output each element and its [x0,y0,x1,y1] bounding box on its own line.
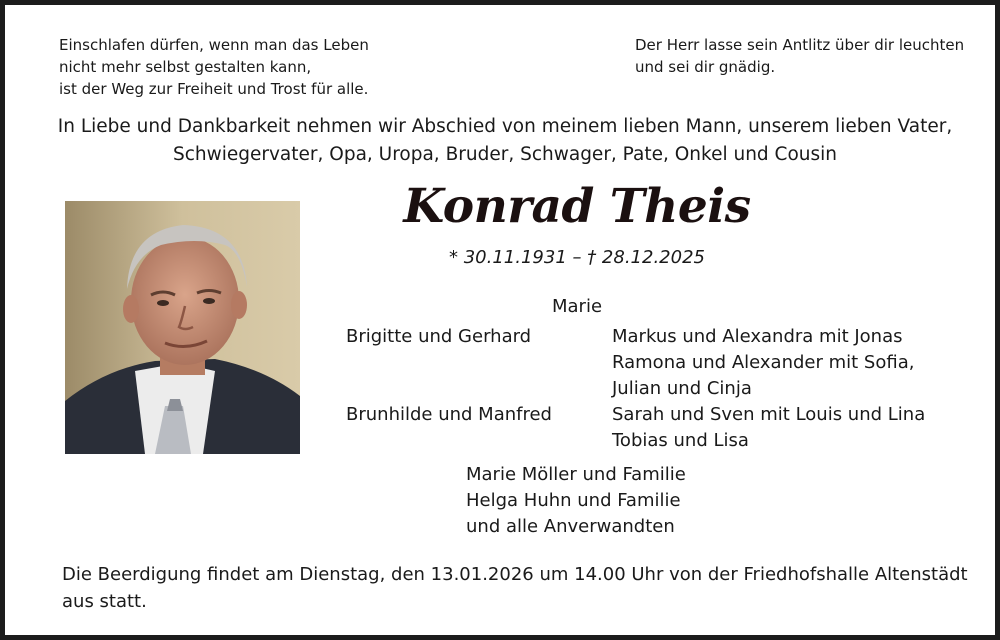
family-child: Brunhilde und Manfred [346,404,552,425]
funeral-notice [62,561,968,615]
grandchildren-group-2 [612,402,925,454]
deceased-name: Konrad Theis [403,179,751,234]
funeral-notice-line: aus statt. [62,591,147,612]
quote-left-line: Einschlafen dürfen, wenn man das Leben [59,36,369,54]
family-child: Brigitte und Gerhard [346,326,532,347]
family-spouse: Marie [552,296,603,317]
grandchildren-line: Markus und Alexandra mit Jonas [612,326,903,347]
quote-right-line: Der Herr lasse sein Antlitz über dir leuchten [635,36,965,54]
grandchildren-line: Ramona und Alexander mit Sofia, [612,352,915,373]
grandchildren-line: Tobias und Lisa [612,430,749,451]
quote-right-line: und sei dir gnädig. [635,58,776,76]
quote-left [59,34,369,100]
intro-line: In Liebe und Dankbarkeit nehmen wir Abschied von meinem lieben Mann, unserem lieben Vater, [57,116,953,137]
quote-right [635,34,964,78]
intro-text [5,113,1000,169]
extended-family-line: Helga Huhn und Familie [466,490,681,511]
extended-family-line: und alle Anverwandten [466,516,675,537]
life-dates: * 30.11.1931 – † 28.12.2025 [448,247,705,268]
intro-line: Schwiegervater, Opa, Uropa, Bruder, Schwager, Pate, Onkel und Cousin [172,144,838,165]
portrait-photo [65,201,300,454]
grandchildren-line: Sarah und Sven mit Louis und Lina [612,404,926,425]
quote-left-line: ist der Weg zur Freiheit und Trost für alle. [59,80,369,98]
quote-left-line: nicht mehr selbst gestalten kann, [59,58,312,76]
extended-family [466,462,686,540]
grandchildren-line: Julian und Cinja [612,378,752,399]
funeral-notice-line: Die Beerdigung findet am Dienstag, den 13.01.2026 um 14.00 Uhr von der Friedhofshalle Altenstädt [62,564,968,585]
grandchildren-group-1 [612,324,914,402]
portrait-image [65,201,300,454]
extended-family-line: Marie Möller und Familie [466,464,686,485]
